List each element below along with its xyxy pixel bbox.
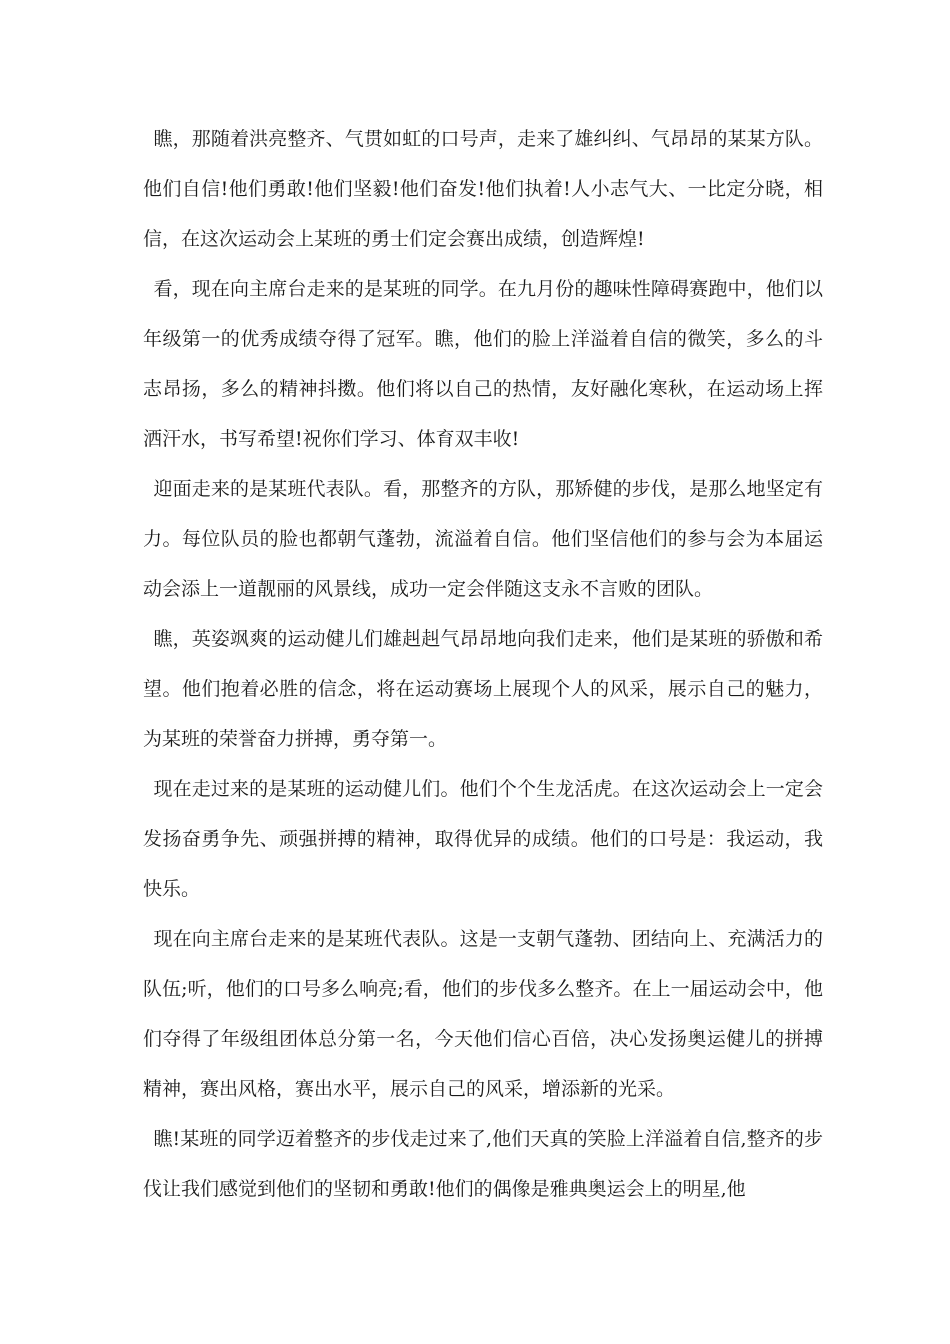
paragraph: 瞧，那随着洪亮整齐、气贯如虹的口号声，走来了雄纠纠、气昂昂的某某方队。他们自信!他们勇敢!他们坚毅!他们奋发!他们执着!人小志气大、一比定分晓，相信，在这次运动会上某班的勇士们定会赛出成绩，创造辉煌! xyxy=(143,128,823,250)
paragraph: 瞧!某班的同学迈着整齐的步伐走过来了,他们天真的笑脸上洋溢着自信,整齐的步伐让我们感觉到他们的坚韧和勇敢!他们的偶像是雅典奥运会上的明星,他 xyxy=(143,1128,823,1200)
paragraph: 瞧，英姿飒爽的运动健儿们雄赳赳气昂昂地向我们走来，他们是某班的骄傲和希望。他们抱着必胜的信念，将在运动赛场上展现个人的风采，展示自己的魅力，为某班的荣誉奋力拼搏，勇夺第一。 xyxy=(143,628,823,750)
paragraph: 迎面走来的是某班代表队。看，那整齐的方队，那矫健的步伐，是那么地坚定有力。每位队员的脸也都朝气蓬勃，流溢着自信。他们坚信他们的参与会为本届运动会添上一道靓丽的风景线，成功一定会伴随这支永不言败的团队。 xyxy=(143,478,823,600)
paragraph: 现在走过来的是某班的运动健儿们。他们个个生龙活虎。在这次运动会上一定会发扬奋勇争先、顽强拼搏的精神，取得优异的成绩。他们的口号是：我运动，我快乐。 xyxy=(143,778,823,900)
paragraph: 看，现在向主席台走来的是某班的同学。在九月份的趣味性障碍赛跑中，他们以年级第一的优秀成绩夺得了冠军。瞧，他们的脸上洋溢着自信的微笑，多么的斗志昂扬，多么的精神抖擞。他们将以自己的热情，友好融化寒秋，在运动场上挥洒汗水，书写希望!祝你们学习、体育双丰收! xyxy=(143,278,823,450)
document-body xyxy=(143,114,823,1214)
paragraph: 现在向主席台走来的是某班代表队。这是一支朝气蓬勃、团结向上、充满活力的队伍;听，他们的口号多么响亮;看，他们的步伐多么整齐。在上一届运动会中，他们夺得了年级组团体总分第一名，今天他们信心百倍，决心发扬奥运健儿的拼搏精神，赛出风格，赛出水平，展示自己的风采，增添新的光采。 xyxy=(143,928,823,1100)
